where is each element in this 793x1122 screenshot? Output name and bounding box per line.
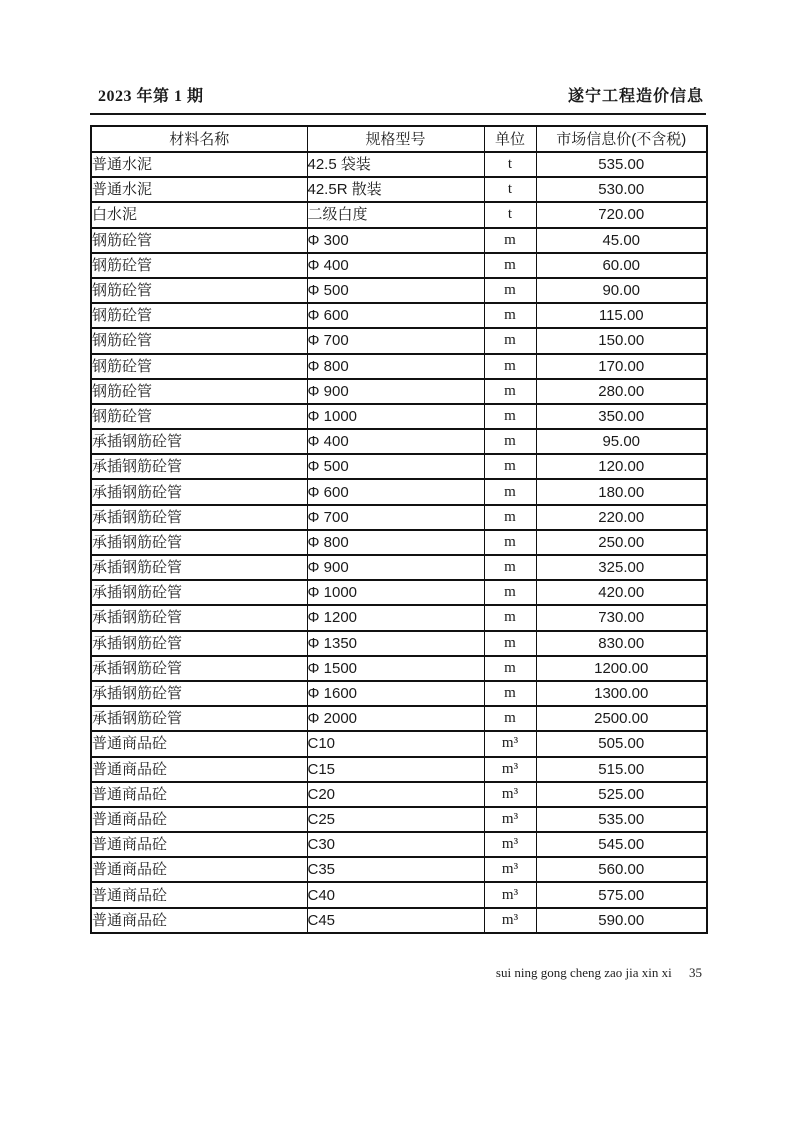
spec-cell: Φ 600 xyxy=(307,479,484,504)
spec-cell: Φ 1600 xyxy=(307,681,484,706)
unit-cell: m xyxy=(484,530,536,555)
price-cell: 505.00 xyxy=(536,731,707,756)
material-name-cell: 钢筋砼管 xyxy=(91,253,307,278)
material-name-cell: 承插钢筋砼管 xyxy=(91,429,307,454)
material-name-cell: 承插钢筋砼管 xyxy=(91,681,307,706)
price-cell: 45.00 xyxy=(536,228,707,253)
material-name-cell: 普通水泥 xyxy=(91,177,307,202)
unit-cell: m xyxy=(484,479,536,504)
material-name-cell: 普通商品砼 xyxy=(91,757,307,782)
table-row xyxy=(91,882,707,907)
material-name-cell: 普通商品砼 xyxy=(91,731,307,756)
material-name-cell: 白水泥 xyxy=(91,202,307,227)
unit-cell: m xyxy=(484,454,536,479)
table-row xyxy=(91,631,707,656)
unit-cell: m xyxy=(484,328,536,353)
table-row xyxy=(91,908,707,933)
price-cell: 535.00 xyxy=(536,807,707,832)
spec-cell: Φ 300 xyxy=(307,228,484,253)
material-name-cell: 普通商品砼 xyxy=(91,857,307,882)
table-row xyxy=(91,832,707,857)
unit-cell: m xyxy=(484,228,536,253)
material-name-cell: 普通商品砼 xyxy=(91,807,307,832)
spec-cell: Φ 500 xyxy=(307,278,484,303)
unit-cell: m xyxy=(484,605,536,630)
unit-cell: m xyxy=(484,706,536,731)
spec-cell: C40 xyxy=(307,882,484,907)
material-name-cell: 承插钢筋砼管 xyxy=(91,530,307,555)
price-cell: 515.00 xyxy=(536,757,707,782)
price-cell: 250.00 xyxy=(536,530,707,555)
table-row xyxy=(91,202,707,227)
table-row xyxy=(91,404,707,429)
table-row xyxy=(91,454,707,479)
price-cell: 1200.00 xyxy=(536,656,707,681)
unit-cell: m xyxy=(484,379,536,404)
price-cell: 720.00 xyxy=(536,202,707,227)
unit-cell: m xyxy=(484,278,536,303)
table-row xyxy=(91,807,707,832)
footer-pinyin-text: sui ning gong cheng zao jia xin xi xyxy=(495,964,672,980)
price-cell: 280.00 xyxy=(536,379,707,404)
spec-cell: 42.5R 散装 xyxy=(307,177,484,202)
material-name-cell: 承插钢筋砼管 xyxy=(91,605,307,630)
price-cell: 1300.00 xyxy=(536,681,707,706)
unit-cell: m xyxy=(484,505,536,530)
unit-cell: m xyxy=(484,631,536,656)
table-header-row xyxy=(91,126,707,152)
table-row xyxy=(91,177,707,202)
document-page xyxy=(90,83,706,981)
material-name-cell: 普通商品砼 xyxy=(91,782,307,807)
price-cell: 545.00 xyxy=(536,832,707,857)
material-name-cell: 普通水泥 xyxy=(91,152,307,177)
unit-cell: m³ xyxy=(484,731,536,756)
material-name-cell: 普通商品砼 xyxy=(91,832,307,857)
table-row xyxy=(91,681,707,706)
spec-cell: Φ 1000 xyxy=(307,404,484,429)
spec-cell: C10 xyxy=(307,731,484,756)
price-cell: 60.00 xyxy=(536,253,707,278)
unit-cell: m xyxy=(484,429,536,454)
spec-cell: Φ 700 xyxy=(307,328,484,353)
table-row xyxy=(91,757,707,782)
spec-cell: C25 xyxy=(307,807,484,832)
material-name-cell: 钢筋砼管 xyxy=(91,278,307,303)
material-name-cell: 承插钢筋砼管 xyxy=(91,454,307,479)
publication-title: 遂宁工程造价信息 xyxy=(567,88,704,105)
spec-cell: Φ 900 xyxy=(307,379,484,404)
price-cell: 420.00 xyxy=(536,580,707,605)
unit-cell: m³ xyxy=(484,857,536,882)
price-cell: 150.00 xyxy=(536,328,707,353)
material-price-table xyxy=(90,125,708,934)
unit-cell: t xyxy=(484,152,536,177)
issue-label: 2023 年第 1 期 xyxy=(98,88,204,105)
spec-cell: Φ 2000 xyxy=(307,706,484,731)
table-row xyxy=(91,656,707,681)
price-cell: 830.00 xyxy=(536,631,707,656)
spec-cell: Φ 1000 xyxy=(307,580,484,605)
unit-cell: t xyxy=(484,177,536,202)
material-name-cell: 钢筋砼管 xyxy=(91,328,307,353)
unit-cell: t xyxy=(484,202,536,227)
spec-cell: Φ 1500 xyxy=(307,656,484,681)
spec-cell: Φ 700 xyxy=(307,505,484,530)
unit-cell: m³ xyxy=(484,807,536,832)
unit-cell: m³ xyxy=(484,782,536,807)
spec-cell: C15 xyxy=(307,757,484,782)
price-cell: 115.00 xyxy=(536,303,707,328)
table-row xyxy=(91,379,707,404)
spec-cell: Φ 800 xyxy=(307,354,484,379)
price-cell: 220.00 xyxy=(536,505,707,530)
spec-cell: Φ 400 xyxy=(307,253,484,278)
table-row xyxy=(91,328,707,353)
price-cell: 590.00 xyxy=(536,908,707,933)
spec-cell: C20 xyxy=(307,782,484,807)
table-row xyxy=(91,505,707,530)
table-row xyxy=(91,857,707,882)
unit-cell: m xyxy=(484,681,536,706)
price-cell: 535.00 xyxy=(536,152,707,177)
price-cell: 180.00 xyxy=(536,479,707,504)
material-name-cell: 钢筋砼管 xyxy=(91,303,307,328)
column-header-unit: 单位 xyxy=(484,126,536,152)
unit-cell: m xyxy=(484,580,536,605)
price-cell: 530.00 xyxy=(536,177,707,202)
price-cell: 525.00 xyxy=(536,782,707,807)
material-name-cell: 钢筋砼管 xyxy=(91,354,307,379)
spec-cell: 42.5 袋装 xyxy=(307,152,484,177)
table-row xyxy=(91,354,707,379)
price-cell: 350.00 xyxy=(536,404,707,429)
column-header-material: 材料名称 xyxy=(91,126,307,152)
material-name-cell: 承插钢筋砼管 xyxy=(91,580,307,605)
unit-cell: m³ xyxy=(484,757,536,782)
price-cell: 325.00 xyxy=(536,555,707,580)
table-row xyxy=(91,429,707,454)
material-name-cell: 承插钢筋砼管 xyxy=(91,555,307,580)
material-name-cell: 钢筋砼管 xyxy=(91,228,307,253)
table-row xyxy=(91,580,707,605)
table-row xyxy=(91,555,707,580)
unit-cell: m xyxy=(484,404,536,429)
price-cell: 560.00 xyxy=(536,857,707,882)
unit-cell: m xyxy=(484,555,536,580)
spec-cell: Φ 500 xyxy=(307,454,484,479)
table-row xyxy=(91,605,707,630)
unit-cell: m³ xyxy=(484,832,536,857)
table-row xyxy=(91,253,707,278)
table-row xyxy=(91,479,707,504)
table-row xyxy=(91,228,707,253)
material-name-cell: 承插钢筋砼管 xyxy=(91,656,307,681)
spec-cell: Φ 1200 xyxy=(307,605,484,630)
material-name-cell: 承插钢筋砼管 xyxy=(91,631,307,656)
page-number: 35 xyxy=(689,964,702,980)
table-row xyxy=(91,278,707,303)
price-cell: 90.00 xyxy=(536,278,707,303)
page-footer xyxy=(90,965,706,981)
spec-cell: Φ 400 xyxy=(307,429,484,454)
material-name-cell: 承插钢筋砼管 xyxy=(91,706,307,731)
material-name-cell: 钢筋砼管 xyxy=(91,379,307,404)
table-row xyxy=(91,303,707,328)
table-row xyxy=(91,731,707,756)
spec-cell: C30 xyxy=(307,832,484,857)
table-body xyxy=(91,152,707,933)
column-header-price: 市场信息价(不含税) xyxy=(536,126,707,152)
spec-cell: Φ 600 xyxy=(307,303,484,328)
unit-cell: m xyxy=(484,656,536,681)
price-cell: 95.00 xyxy=(536,429,707,454)
spec-cell: Φ 900 xyxy=(307,555,484,580)
spec-cell: C35 xyxy=(307,857,484,882)
price-cell: 575.00 xyxy=(536,882,707,907)
material-name-cell: 承插钢筋砼管 xyxy=(91,505,307,530)
material-name-cell: 承插钢筋砼管 xyxy=(91,479,307,504)
spec-cell: Φ 800 xyxy=(307,530,484,555)
spec-cell: Φ 1350 xyxy=(307,631,484,656)
material-name-cell: 钢筋砼管 xyxy=(91,404,307,429)
table-row xyxy=(91,152,707,177)
table-row xyxy=(91,782,707,807)
table-row xyxy=(91,530,707,555)
material-name-cell: 普通商品砼 xyxy=(91,908,307,933)
unit-cell: m³ xyxy=(484,908,536,933)
price-cell: 120.00 xyxy=(536,454,707,479)
price-cell: 2500.00 xyxy=(536,706,707,731)
spec-cell: 二级白度 xyxy=(307,202,484,227)
unit-cell: m³ xyxy=(484,882,536,907)
price-cell: 730.00 xyxy=(536,605,707,630)
running-head xyxy=(90,83,706,115)
column-header-spec: 规格型号 xyxy=(307,126,484,152)
unit-cell: m xyxy=(484,354,536,379)
unit-cell: m xyxy=(484,303,536,328)
spec-cell: C45 xyxy=(307,908,484,933)
price-cell: 170.00 xyxy=(536,354,707,379)
unit-cell: m xyxy=(484,253,536,278)
material-name-cell: 普通商品砼 xyxy=(91,882,307,907)
table-row xyxy=(91,706,707,731)
